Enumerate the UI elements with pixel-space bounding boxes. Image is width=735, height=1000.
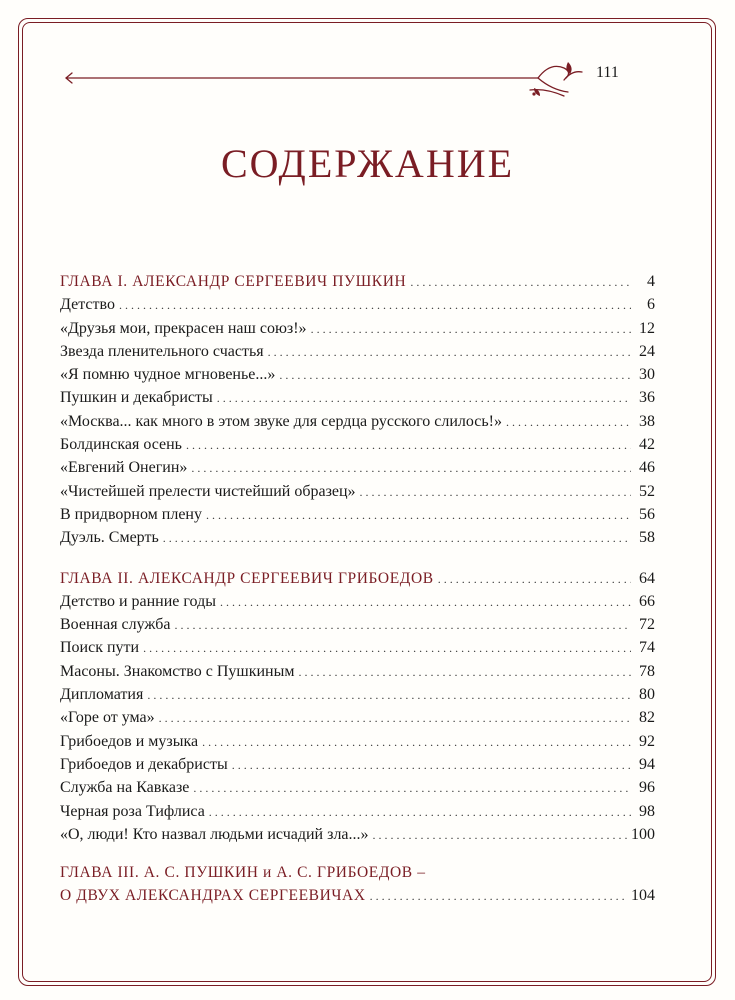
toc-entry[interactable]: [60, 503, 655, 526]
toc-page-number: 74: [639, 639, 655, 657]
toc-page-number: 24: [639, 342, 655, 360]
dot-leader: [143, 637, 631, 660]
toc-entry[interactable]: [60, 363, 655, 386]
dot-leader: [311, 318, 631, 341]
table-of-contents: [60, 270, 655, 908]
section-spacer: [60, 846, 655, 861]
toc-page-number: 66: [639, 592, 655, 610]
dot-leader: [191, 457, 631, 480]
dot-leader: [410, 271, 631, 294]
toc-entry-title: «Евгений Онегин»: [60, 459, 188, 477]
toc-page-number: 96: [639, 779, 655, 797]
toc-page-number: 78: [639, 662, 655, 680]
toc-entry[interactable]: [60, 410, 655, 433]
toc-page-number: 36: [639, 389, 655, 407]
toc-entry[interactable]: [60, 636, 655, 659]
toc-chapter-heading[interactable]: [60, 884, 655, 907]
toc-entry[interactable]: [60, 823, 655, 846]
toc-entry[interactable]: [60, 317, 655, 340]
toc-entry-title: Детство: [60, 296, 115, 314]
toc-entry-title: Болдинская осень: [60, 436, 182, 454]
toc-entry[interactable]: [60, 613, 655, 636]
dot-leader: [202, 731, 631, 754]
toc-page-number: 6: [647, 296, 655, 314]
toc-entry[interactable]: [60, 590, 655, 613]
toc-entry-title: «Я помню чудное мгновенье...»: [60, 366, 276, 384]
dot-leader: [186, 434, 631, 457]
toc-chapter-heading[interactable]: [60, 567, 655, 590]
dot-leader: [299, 661, 632, 684]
toc-chapter-title-line1[interactable]: ГЛАВА III. А. С. ПУШКИН и А. С. ГРИБОЕДОВ –: [60, 864, 426, 882]
toc-page-number: 98: [639, 802, 655, 820]
toc-chapter-title-line2: О ДВУХ АЛЕКСАНДРАХ СЕРГЕЕВИЧАХ: [60, 887, 366, 905]
toc-entry[interactable]: [60, 480, 655, 503]
dot-leader: [175, 614, 631, 637]
toc-entry[interactable]: [60, 730, 655, 753]
toc-page-number: 30: [639, 366, 655, 384]
toc-entry[interactable]: [60, 526, 655, 549]
toc-entry-title: Пушкин и декабристы: [60, 389, 213, 407]
toc-page-number: 80: [639, 686, 655, 704]
toc-entry-title: Звезда пленительного счастья: [60, 342, 264, 360]
toc-entry-title: Дипломатия: [60, 686, 144, 704]
dot-leader: [119, 294, 631, 317]
toc-chapter-title: ГЛАВА I. АЛЕКСАНДР СЕРГЕЕВИЧ ПУШКИН: [60, 273, 407, 290]
toc-page-number: 12: [639, 319, 655, 337]
toc-entry-title: «Москва... как много в этом звуке для сердца русского слилось!»: [60, 412, 502, 430]
toc-entry-title: «Друзья мои, прекрасен наш союз!»: [60, 319, 307, 337]
toc-page-number: 4: [647, 273, 655, 290]
toc-page-number: 58: [639, 529, 655, 547]
toc-entry-title: В придворном плену: [60, 505, 202, 523]
page-title: СОДЕРЖАНИЕ: [220, 141, 515, 186]
dot-leader: [193, 777, 631, 800]
toc-page-number: 82: [639, 709, 655, 727]
toc-page-number: 52: [639, 482, 655, 500]
toc-entry-title: Поиск пути: [60, 639, 140, 657]
toc-page-number: 56: [639, 505, 655, 523]
dot-leader: [206, 504, 631, 527]
dot-leader: [506, 411, 631, 434]
toc-entry[interactable]: [60, 706, 655, 729]
dot-leader: [232, 754, 631, 777]
toc-entry-title: Грибоедов и декабристы: [60, 755, 228, 773]
section-spacer: [60, 550, 655, 567]
toc-page-number: 104: [631, 887, 655, 905]
toc-entry-title: Дуэль. Смерть: [60, 529, 159, 547]
dot-leader: [370, 885, 627, 908]
dot-leader: [268, 341, 631, 364]
toc-chapter-title: ГЛАВА II. АЛЕКСАНДР СЕРГЕЕВИЧ ГРИБОЕДОВ: [60, 569, 434, 587]
toc-entry-title: «Чистейшей прелести чистейший образец»: [60, 482, 356, 500]
toc-entry[interactable]: [60, 293, 655, 316]
dot-leader: [209, 801, 631, 824]
toc-entry[interactable]: [60, 340, 655, 363]
dot-leader: [360, 481, 631, 504]
dot-leader: [147, 684, 631, 707]
toc-entry-title: Служба на Кавказе: [60, 779, 190, 797]
toc-page-number: 38: [639, 412, 655, 430]
toc-entry[interactable]: [60, 433, 655, 456]
toc-entry-title: Масоны. Знакомство с Пушкиным: [60, 662, 295, 680]
header-flourish-ornament: [60, 58, 620, 108]
dot-leader: [159, 707, 631, 730]
toc-entry-title: Черная роза Тифлиса: [60, 802, 205, 820]
toc-page-number: 42: [639, 436, 655, 454]
page-number: 111: [596, 64, 619, 81]
toc-page-number: 72: [639, 616, 655, 634]
dot-leader: [163, 527, 631, 550]
dot-leader: [279, 364, 631, 387]
toc-entry-title: Грибоедов и музыка: [60, 732, 199, 750]
toc-page-number: 46: [639, 459, 655, 477]
dot-leader: [217, 387, 631, 410]
toc-entry-title: «О, люди! Кто назвал людьми исчадий зла...»: [60, 825, 369, 843]
toc-entry[interactable]: [60, 776, 655, 799]
toc-page-number: 64: [639, 569, 655, 587]
toc-entry-title: «Горе от ума»: [60, 709, 155, 727]
dot-leader: [220, 591, 631, 614]
toc-entry[interactable]: [60, 456, 655, 479]
toc-entry[interactable]: [60, 800, 655, 823]
toc-page-number: 100: [631, 825, 655, 843]
toc-chapter-heading[interactable]: [60, 270, 655, 293]
toc-entry-title: Военная служба: [60, 616, 171, 634]
toc-page-number: 94: [639, 755, 655, 773]
toc-entry-title: Детство и ранние годы: [60, 592, 216, 610]
toc-entry[interactable]: [60, 386, 655, 409]
toc-entry[interactable]: [60, 660, 655, 683]
toc-entry[interactable]: [60, 753, 655, 776]
toc-page-number: 92: [639, 732, 655, 750]
dot-leader: [373, 824, 627, 847]
toc-entry[interactable]: [60, 683, 655, 706]
dot-leader: [438, 568, 631, 591]
